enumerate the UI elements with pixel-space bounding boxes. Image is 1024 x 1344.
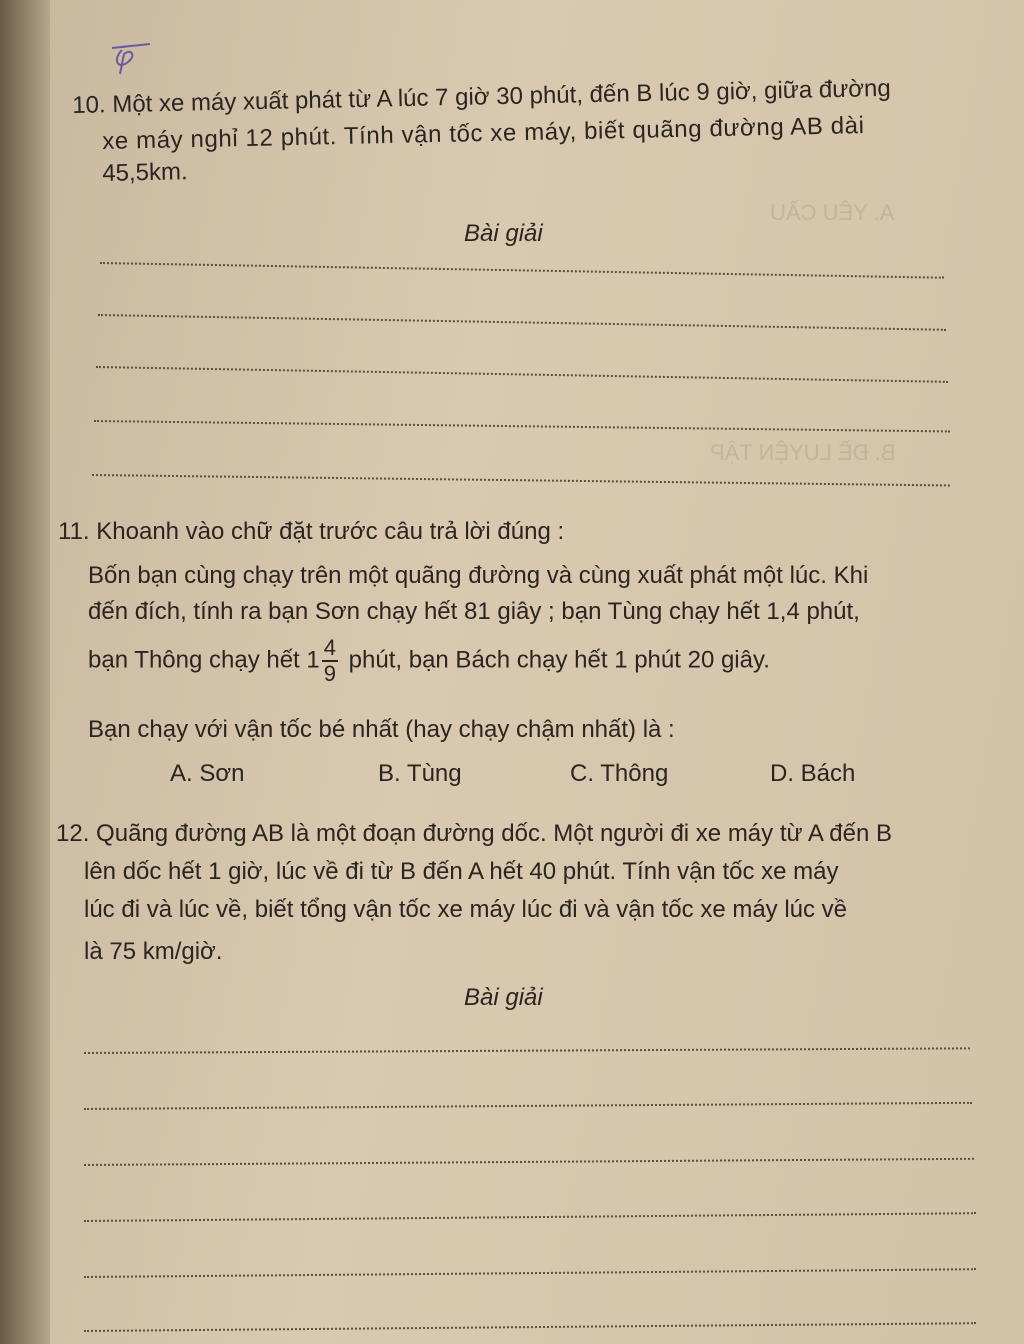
option-a[interactable]: A. Sơn	[170, 760, 245, 787]
q10-solution-label: Bài giải	[464, 220, 543, 247]
workbook-page	[50, 0, 1024, 1344]
q11-text-3b: phút, bạn Bách chạy hết 1 phút 20 giây.	[348, 646, 770, 674]
q12-answer-line[interactable]	[84, 1158, 974, 1166]
fraction-numerator: 4	[323, 635, 336, 660]
show-through: A. YÊU CẦU	[770, 200, 895, 225]
q12-line-1	[56, 820, 892, 848]
q10-answer-line[interactable]	[98, 314, 946, 331]
q11-text-3a: bạn Thông chạy hết 1	[88, 646, 320, 674]
q12-answer-line[interactable]	[84, 1268, 976, 1278]
q12-answer-line[interactable]	[84, 1212, 976, 1222]
show-through: B. ĐỀ LUYỆN TẬP	[710, 440, 896, 465]
book-spine	[0, 0, 50, 1344]
q11-question: Bạn chạy với vận tốc bé nhất (hay chạy chậm nhất) là :	[88, 716, 675, 743]
mixed-fraction	[322, 636, 338, 686]
q11-prompt: Khoanh vào chữ đặt trước câu trả lời đúng :	[96, 518, 565, 545]
option-c[interactable]: C. Thông	[570, 760, 669, 787]
q11-text-2: đến đích, tính ra bạn Sơn chạy hết 81 giây ; bạn Tùng chạy hết 1,4 phút,	[88, 598, 860, 625]
q12-number: 12.	[56, 820, 90, 847]
q10-answer-line[interactable]	[92, 474, 950, 486]
q12-text-4: là 75 km/giờ.	[84, 938, 223, 965]
q10-answer-line[interactable]	[96, 366, 948, 383]
handwritten-mark-icon	[102, 40, 162, 80]
q12-answer-line[interactable]	[84, 1322, 976, 1332]
q10-text-1: Một xe máy xuất phát từ A lúc 7 giờ 30 phút, đến B lúc 9 giờ, giữa đường	[112, 74, 891, 119]
q10-answer-line[interactable]	[94, 420, 950, 432]
q12-answer-line[interactable]	[84, 1102, 972, 1110]
q12-answer-line[interactable]	[84, 1047, 970, 1054]
q10-answer-line[interactable]	[100, 262, 944, 279]
q10-number: 10.	[72, 91, 106, 119]
option-d[interactable]: D. Bách	[770, 760, 856, 787]
q11-text-1: Bốn bạn cùng chạy trên một quãng đường và cùng xuất phát một lúc. Khi	[88, 562, 869, 589]
q11-number: 11.	[58, 518, 90, 545]
fraction-denominator: 9	[323, 661, 336, 686]
q12-text-3: lúc đi và lúc về, biết tổng vận tốc xe máy lúc đi và vận tốc xe máy lúc về	[84, 896, 848, 923]
q12-text-1: Quãng đường AB là một đoạn đường dốc. Một người đi xe máy từ A đến B	[96, 820, 892, 847]
q12-solution-label: Bài giải	[464, 984, 543, 1011]
q11-text-3	[88, 636, 770, 686]
q12-text-2: lên dốc hết 1 giờ, lúc về đi từ B đến A hết 40 phút. Tính vận tốc xe máy	[84, 858, 839, 885]
q10-line-2: xe máy nghỉ 12 phút. Tính vận tốc xe máy, biết quãng đường AB dài	[102, 112, 865, 155]
q11-line-prompt	[58, 518, 564, 546]
q10-line-3: 45,5km.	[102, 158, 188, 187]
option-b[interactable]: B. Tùng	[378, 760, 462, 787]
